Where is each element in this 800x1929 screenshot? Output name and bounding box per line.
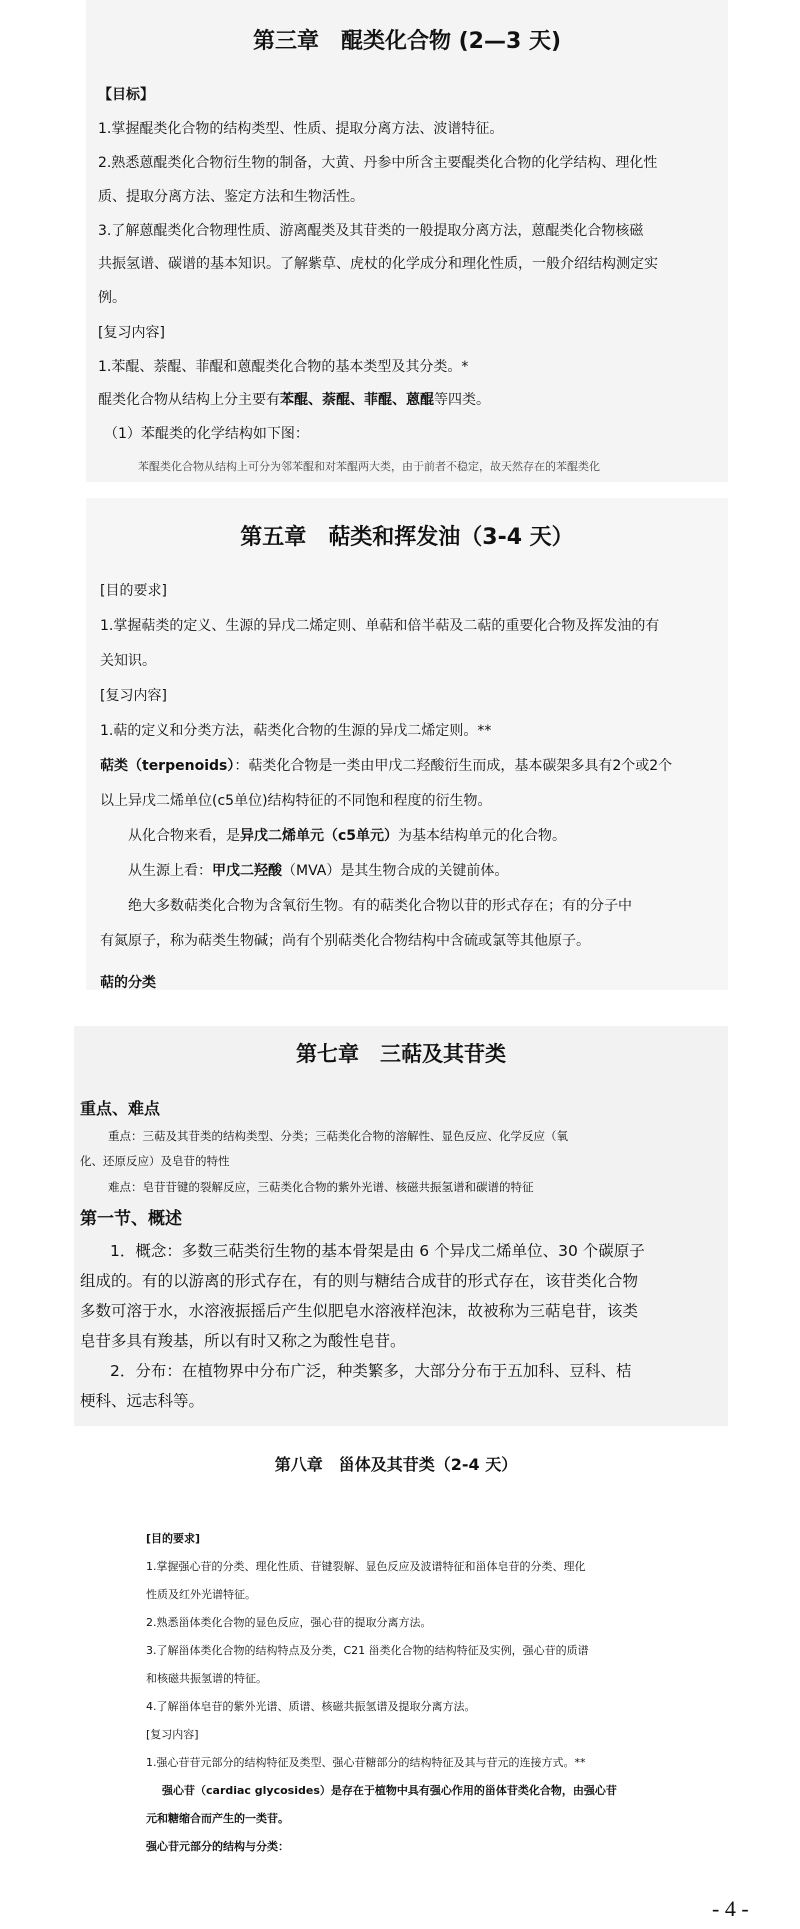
chapter-8-card (126, 1436, 666, 1866)
chapter-8-title: 第八章 甾体及其苷类（2-4 天） (274, 1455, 518, 1474)
goal-line: 例。 (98, 290, 126, 306)
review-heading: [复习内容] (146, 1728, 199, 1741)
definition-term: 强心苷（cardiac glycosides） (162, 1784, 331, 1797)
goal-line: 1.掌握醌类化合物的结构类型、性质、提取分离方法、波谱特征。 (98, 121, 504, 137)
paragraph-line: 1．概念：多数三萜类衍生物的基本骨架是由 6 个异戊二烯单位、30 个碳原子 (110, 1242, 645, 1260)
definition-line (100, 755, 672, 775)
review-text: 等四类。 (434, 392, 490, 408)
paragraph-line: 绝大多数萜类化合物为含氧衍生物。有的萜类化合物以苷的形式存在；有的分子中 (128, 898, 632, 914)
chapter-7-card (74, 1026, 728, 1426)
chapter-7-title: 第七章 三萜及其苷类 (296, 1042, 506, 1066)
definition-text: ：萜类化合物是一类由甲戊二羟酸衍生而成，基本碳架多具有2个或2个 (234, 758, 673, 774)
goal-heading: [目的要求] (100, 583, 167, 599)
paragraph-line (128, 860, 508, 880)
bold-text: 甲戊二羟酸 (212, 863, 282, 879)
definition-line: 元和糖缩合而产生的一类苷。 (146, 1812, 289, 1825)
subheading: 强心苷元部分的结构与分类： (146, 1840, 289, 1853)
definition-line: 以上异戊二烯单位(c5单位)结构特征的不同饱和程度的衍生物。 (100, 793, 492, 809)
chapter-3-title: 第三章 醌类化合物 (2—3 天) (252, 29, 562, 54)
chapter-3-card (86, 0, 728, 482)
goal-line: 1.掌握强心苷的分类、理化性质、苷键裂解、显色反应及波谱特征和甾体皂苷的分类、理化 (146, 1560, 586, 1573)
paragraph-line: 皂苷多具有羧基，所以有时又称之为酸性皂苷。 (80, 1332, 406, 1350)
goal-line: 3.了解甾体类化合物的结构特点及分类，C21 甾类化合物的结构特征及实例，强心苷的质谱 (146, 1644, 589, 1657)
paragraph-text: 从生源上看： (128, 863, 212, 879)
paragraph-line: 多数可溶于水，水溶液振摇后产生似肥皂水溶液样泡沫，故被称为三萜皂苷，该类 (80, 1302, 639, 1320)
cut-off-heading: 萜的分类 (100, 975, 156, 990)
paragraph-text: 为基本结构单元的化合物。 (398, 828, 567, 844)
key-point-line: 难点：皂苷苷键的裂解反应，三萜类化合物的紫外光谱、核磁共振氢谱和碳谱的特征 (108, 1180, 534, 1194)
review-heading: [复习内容] (100, 688, 167, 704)
goal-line: 关知识。 (100, 653, 156, 669)
key-point-line: 重点：三萜及其苷类的结构类型、分类；三萜类化合物的溶解性、显色反应、化学反应（氧 (108, 1129, 568, 1143)
review-line: 1.苯醌、萘醌、菲醌和蒽醌类化合物的基本类型及其分类。* (98, 359, 469, 375)
term-bold: 萜类（terpenoids） (100, 758, 235, 774)
goal-heading: 【目标】 (98, 87, 154, 103)
key-point-line: 化、还原反应）及皂苷的特性 (80, 1154, 230, 1168)
goal-line: 性质及红外光谱特征。 (146, 1588, 256, 1601)
goal-heading: [目的要求] (146, 1532, 201, 1545)
key-heading: 重点、难点 (80, 1099, 161, 1118)
bold-text: 异戊二烯单元（c5单元） (240, 828, 399, 844)
paragraph-line: 2．分布：在植物界中分布广泛，种类繁多，大部分分布于五加科、豆科、桔 (110, 1362, 632, 1380)
goal-line: 2.熟悉甾体类化合物的显色反应，强心苷的提取分离方法。 (146, 1616, 432, 1629)
subheading: （1）苯醌类的化学结构如下图： (104, 426, 309, 442)
goal-line: 共振氢谱、碳谱的基本知识。了解紫草、虎杖的化学成分和理化性质，一般介绍结构测定实 (98, 256, 658, 272)
section-heading: 第一节、概述 (80, 1209, 182, 1229)
definition-text: 是存在于植物中具有强心作用的甾体苷类化合物，由强心苷 (330, 1784, 617, 1797)
paragraph-text: 从化合物来看，是 (128, 828, 240, 844)
page-number: - 4 - (712, 1896, 749, 1921)
definition-line (162, 1782, 617, 1798)
goal-line: 3.了解蒽醌类化合物理性质、游离醌类及其苷类的一般提取分离方法，蒽醌类化合物核磁 (98, 223, 644, 239)
chapter-5-title: 第五章 萜类和挥发油（3-4 天） (240, 525, 574, 550)
goal-line: 质、提取分离方法、鉴定方法和生物活性。 (98, 189, 364, 205)
review-bold-text: 苯醌、萘醌、菲醌、蒽醌 (280, 392, 434, 408)
review-heading: [复习内容] (98, 325, 165, 341)
review-line: 1.萜的定义和分类方法，萜类化合物的生源的异戊二烯定则。** (100, 723, 492, 739)
goal-line: 和核磁共振氢谱的特征。 (146, 1672, 267, 1685)
paragraph-line: 有氮原子，称为萜类生物碱；尚有个别萜类化合物结构中含硫或氯等其他原子。 (100, 933, 590, 949)
chapter-5-card (86, 498, 728, 990)
goal-line: 1.掌握萜类的定义、生源的异戊二烯定则、单萜和倍半萜及二萜的重要化合物及挥发油的有 (100, 618, 660, 634)
paragraph-line: 梗科、远志科等。 (80, 1392, 205, 1410)
paragraph-text: （MVA）是其生物合成的关键前体。 (282, 863, 509, 879)
paragraph-line (128, 825, 566, 845)
paragraph-line: 组成的。有的以游离的形式存在，有的则与糖结合成苷的形式存在，该苷类化合物 (80, 1272, 639, 1290)
review-text: 醌类化合物从结构上分主要有 (98, 392, 280, 408)
goal-line: 2.熟悉蒽醌类化合物衍生物的制备，大黄、丹参中所含主要醌类化合物的化学结构、理化性 (98, 155, 658, 171)
review-line (98, 389, 490, 409)
review-line: 1.强心苷苷元部分的结构特征及类型、强心苷糖部分的结构特征及其与苷元的连接方式。** (146, 1756, 586, 1769)
small-text: 苯醌类化合物从结构上可分为邻苯醌和对苯醌两大类，由于前者不稳定，故天然存在的苯醌类化 (138, 460, 600, 473)
goal-line: 4.了解甾体皂苷的紫外光谱、质谱、核磁共振氢谱及提取分离方法。 (146, 1700, 476, 1713)
